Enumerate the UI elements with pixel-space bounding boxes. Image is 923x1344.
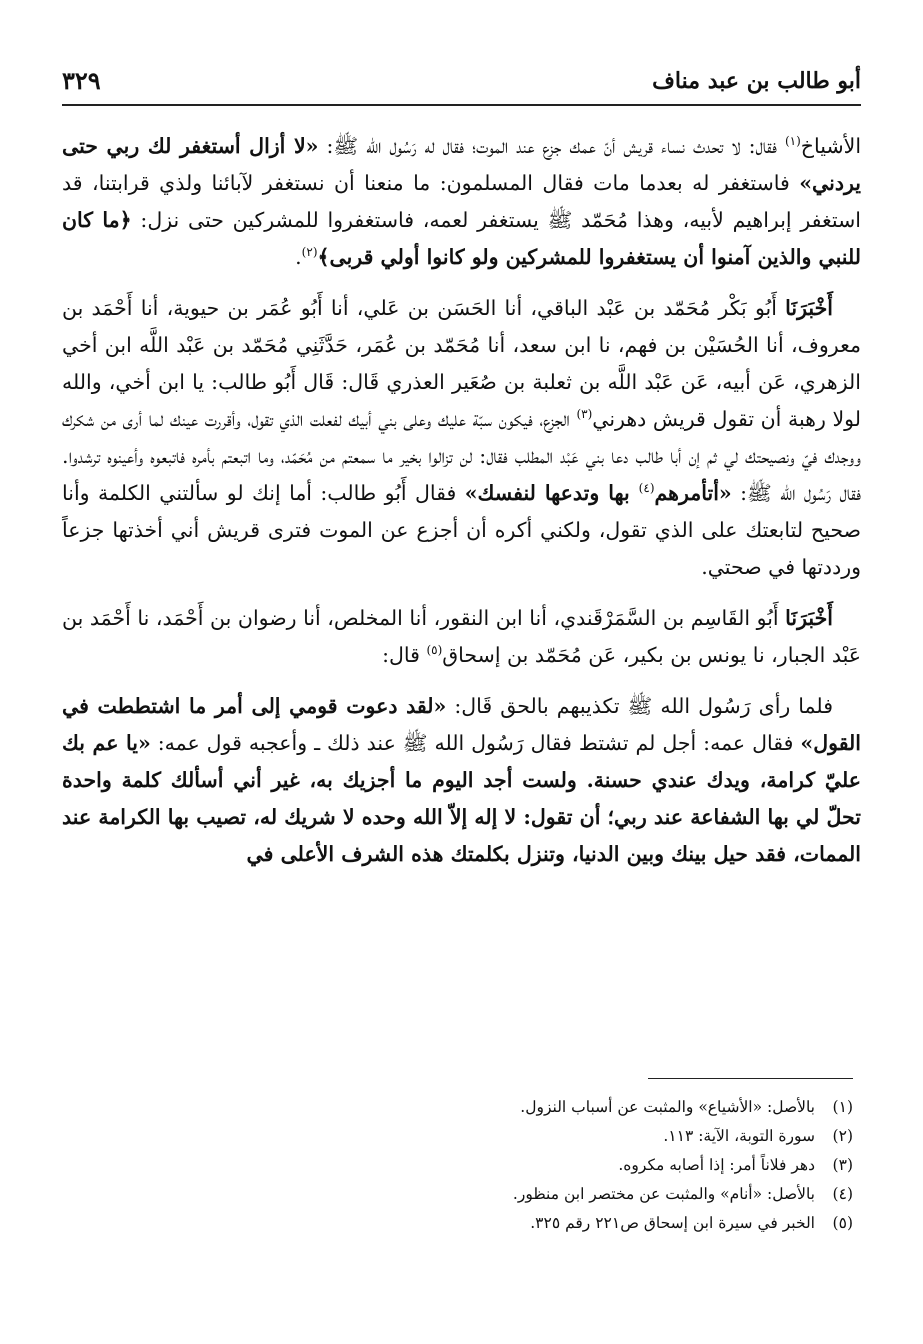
text-run: فقال عمه: أجل لم تشتط فقال رَسُول الله ﷺ عند ذلك ـ وأعجبه قول عمه: — [150, 731, 801, 755]
main-text — [62, 128, 861, 887]
paragraph-3 — [62, 600, 861, 674]
text-run: الجزع، فيكون سبّة عليك وعلى بني أبيك لفعلت الذي تقول، وأقررت عينك لما أرى من شكرك ووجدك فيّ ونصيحتك لي ثم إن أبا طالب دعا بني عَبْد المطلب فقال: لن تزالوا بخير ما سمعتم من مُحَمّد، وما اتبعتم بأمره فاتبعوه وأعينوه ترشدوا. فقال رَسُول الله ﷺ: — [62, 407, 861, 505]
text-run: فقال: لا تحدث نساء قريش أنّ عمك جزع عند الموت؛ فقال له رَسُول الله ﷺ: — [318, 134, 785, 158]
footnote-text: الخبر في سيرة ابن إسحاق ص٢٢١ رقم ٣٢٥. — [530, 1214, 815, 1232]
hadith-quote: «يا عم بك عليّ كرامة، ويدك عندي حسنة. ولست أجد اليوم ما أجزيك به، غير أني أسألك كلمة واحدة تحلّ لي بها الشفاعة عند ربي؛ أن تقول: لا إله إلاّ الله وحده لا شريك له، تصيب بها الكرامة عند الممات، فقد حيل بينك وبين الدنيا، وتنزل بكلمتك هذه الشرف الأعلى في — [62, 731, 861, 866]
paragraph-2 — [62, 290, 861, 586]
footnote-number: (١) — [832, 1098, 853, 1116]
hadith-quote: بها وتدعها لنفسك» — [464, 481, 639, 505]
footnote-rule — [648, 1078, 853, 1079]
footnote-ref: (٤) — [638, 481, 655, 496]
running-header — [62, 62, 861, 106]
text-run: فاستغفر له بعدما مات فقال المسلمون: ما منعنا أن نستغفر لآبائنا ولذي قرابتنا، قد استغفر إبراهيم لأبيه، وهذا مُحَمّد ﷺ يستغفر لعمه، فاستغفروا للمشركين حتى نزل: — [62, 171, 861, 232]
footnote-text: بالأصل: «الأشياع» والمثبت عن أسباب النزول. — [520, 1098, 815, 1116]
text-run: قال: — [382, 643, 427, 667]
paragraph-4 — [62, 688, 861, 873]
footnote-ref: (٢) — [301, 245, 318, 260]
footnote-number: (٥) — [832, 1214, 853, 1232]
page-number: ٣٢٩ — [62, 66, 101, 95]
footnote-ref: (٥) — [426, 643, 443, 658]
footnote-ref: (٣) — [576, 407, 593, 422]
footnotes — [62, 1093, 853, 1238]
footnote — [62, 1151, 853, 1180]
footnote-text: دهر فلاناً أمر: إذا أصابه مكروه. — [618, 1156, 815, 1174]
text-run: فلما رأى رَسُول الله ﷺ تكذيبهم بالحق قَال: — [446, 694, 833, 718]
text-run: الأشياخ — [800, 134, 862, 158]
text-run: . — [295, 245, 302, 269]
footnote — [62, 1122, 853, 1151]
footnote — [62, 1209, 853, 1238]
text-run: فقال أَبُو طالب: أما إنك لو سألتني الكلمة وأنا صحيح لتابعتك على الذي تقول، ولكني أكره أن أجزع عن الموت فترى قريش أني أخذتها جزعاً ورددتها في صحتي. — [62, 481, 861, 579]
footnote-number: (٣) — [832, 1156, 853, 1174]
quran-verse: ﴿ما كان للنبي والذين آمنوا أن يستغفروا للمشركين ولو كانوا أولي قربى﴾ — [62, 208, 861, 269]
footnote-text: بالأصل: «أنام» والمثبت عن مختصر ابن منظور. — [512, 1185, 815, 1203]
hadith-quote: «لقد دعوت قومي إلى أمر ما اشتططت في القول» — [62, 694, 861, 755]
running-title: أبو طالب بن عبد مناف — [652, 68, 861, 94]
paragraph-1 — [62, 128, 861, 276]
text-run: أَبُو بَكْر مُحَمّد بن عَبْد الباقي، أنا الحَسَن بن عَلي، أنا أَبُو عُمَر بن حيوية، أنا أَحْمَد بن معروف، أنا الحُسَيْن بن فهم، نا ابن سعد، أنا مُحَمّد بن عُمَر، حَدَّثَنِي مُحَمّد بن عَبْد اللَّه ابن أخي الزهري، عَن أبيه، عَن عَبْد اللَّه بن ثعلبة بن صُعَير العذري قَال: قَال أَبُو طالب: يا ابن أخي، والله لولا رهبة أن تقول قريش دهرني — [62, 296, 861, 431]
footnote — [62, 1180, 853, 1209]
footnote — [62, 1093, 853, 1122]
footnote-text: سورة التوبة، الآية: ١١٣. — [663, 1127, 815, 1145]
footnote-ref: (١) — [784, 134, 801, 149]
isnad-keyword: أَخْبَرَنَا — [785, 296, 833, 320]
hadith-quote: «أتأمرهم — [654, 481, 732, 505]
footnote-number: (٤) — [832, 1185, 853, 1203]
isnad-keyword: أَخْبَرَنَا — [785, 606, 833, 630]
hadith-quote: «لا أزال أستغفر لك ربي حتى يردني» — [62, 134, 861, 195]
footnote-number: (٢) — [832, 1127, 853, 1145]
text-run: أَبُو القَاسِم بن السَّمَرْقَندي، أنا ابن النقور، أنا المخلص، أنا رضوان بن أَحْمَد، نا أَحْمَد بن عَبْد الجبار، نا يونس بن بكير، عَن مُحَمّد بن إسحاق — [62, 606, 861, 667]
header-rule — [62, 104, 861, 106]
